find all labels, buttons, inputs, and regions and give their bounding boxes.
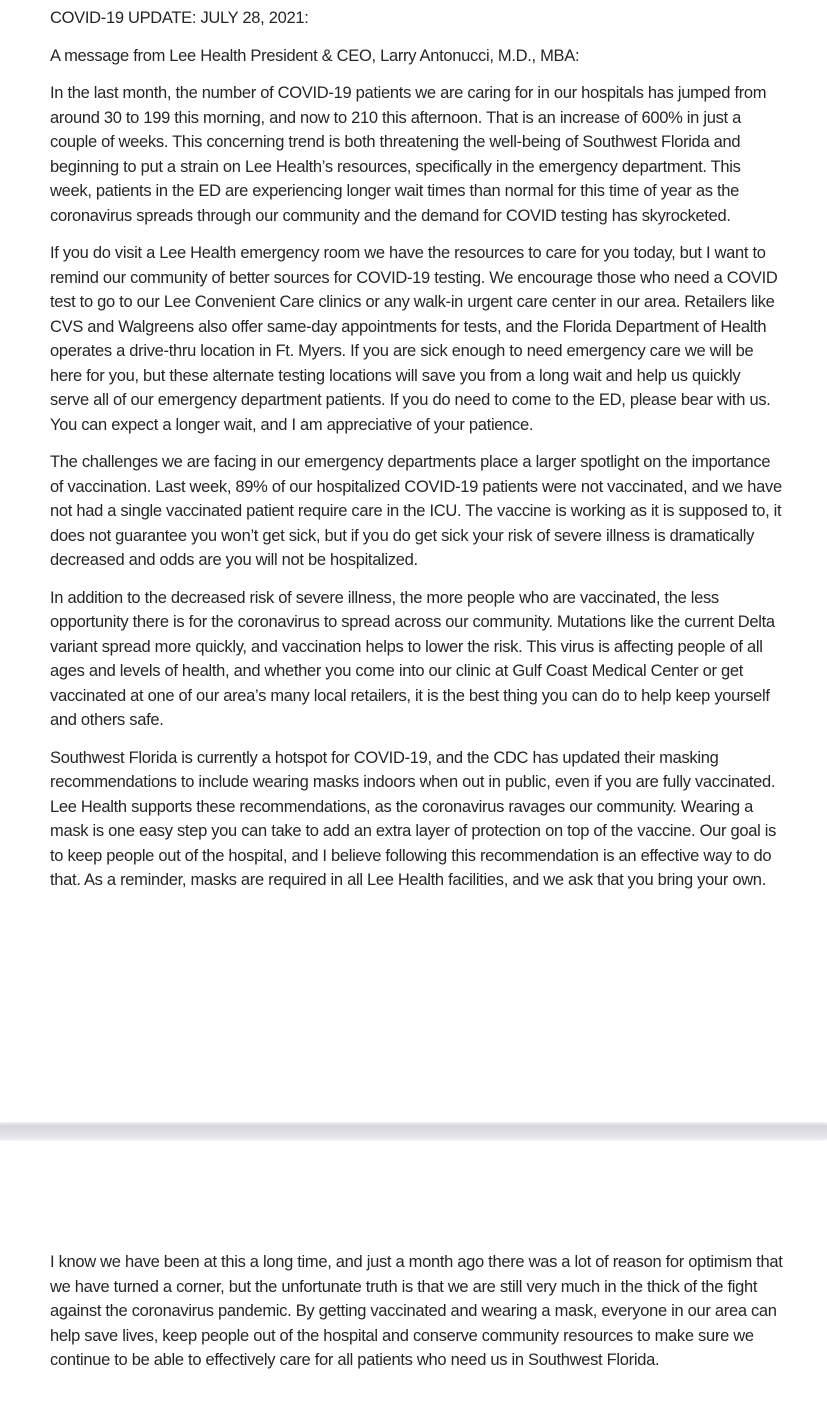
message-title: COVID-19 UPDATE: JULY 28, 2021:: [50, 9, 309, 27]
paragraph-closing: I know we have been at this a long time, and just a month ago there was a lot of reason for optimism that we have turned a corner, but the unfortunate truth is that we are still very much in the thick of the fight against the coronavirus pandemic. By getting vaccinated and wearing a mask, everyone in our area can help save lives, keep people out of the hospital and conserve community resources to make sure we continue to be able to effectively care for all patients who need us in Southwest Florida.: [50, 1253, 783, 1369]
message-salutation: A message from Lee Health President & CEO, Larry Antonucci, M.D., MBA:: [50, 46, 580, 65]
paragraph-hospital-numbers: In the last month, the number of COVID-19 patients we are caring for in our hospitals has jumped from around 30 to 199 this morning, and now to 210 this afternoon. That is an increase of 600% in just a couple of weeks. This concerning trend is both threatening the well-being of Southwest Florida and beginning to put a strain on Lee Health’s resources, specifically in the emergency department. This week, patients in the ED are experiencing longer wait times than normal for this time of year as the coronavirus spreads through our community and the demand for COVID testing has skyrocketed.: [50, 84, 767, 225]
closing-section: [50, 1250, 783, 1373]
paragraph-testing-locations: If you do visit a Lee Health emergency room we have the resources to care for you today, but I want to remind our community of better sources for COVID-19 testing. We encourage those who need a COVID test to go to our Lee Convenient Care clinics or any walk-in urgent care center in our area. Retailers like CVS and Walgreens also offer same-day appointments for tests, and the Florida Department of Health operates a drive-thru location in Ft. Myers. If you are sick enough to need emergency care we will be here for you, but these alternate testing locations will save you from a long wait and help us quickly serve all of our emergency department patients. If you do need to come to the ED, please bear with us. You can expect a longer wait, and I am appreciative of your patience.: [50, 244, 778, 434]
paragraph-community-spread: In addition to the decreased risk of severe illness, the more people who are vaccinated, the less opportunity there is for the coronavirus to spread across our community. Mutations like the current Delta variant spread more quickly, and vaccination helps to lower the risk. This virus is affecting people of all ages and levels of health, and whether you come into our clinic at Gulf Coast Medical Center or get vaccinated at one of our area’s many local retailers, it is the best thing you can do to help keep yourself and others safe.: [50, 588, 775, 729]
horizontal-divider-bar: [0, 1122, 827, 1141]
paragraph-masking-recommendations: Southwest Florida is currently a hotspot for COVID-19, and the CDC has updated their masking recommendations to include wearing masks indoors when out in public, even if you are fully vaccinated. Lee Health supports these recommendations, as the coronavirus ravages our community. Wearing a mask is one easy step you can take to add an extra layer of protection on top of the vaccine. Our goal is to keep people out of the hospital, and I believe following this recommendation is an effective way to do that. As a reminder, masks are required in all Lee Health facilities, and we ask that you bring your own.: [50, 748, 777, 889]
paragraph-vaccination-importance: The challenges we are facing in our emergency departments place a larger spotlight on the importance of vaccination. Last week, 89% of our hospitalized COVID-19 patients were not vaccinated, and we have not had a single vaccinated patient require care in the ICU. The vaccine is working as it is supposed to, it does not guarantee you won’t get sick, but if you do get sick your risk of severe illness is dramatically decreased and odds are you will not be hospitalized.: [50, 453, 782, 569]
